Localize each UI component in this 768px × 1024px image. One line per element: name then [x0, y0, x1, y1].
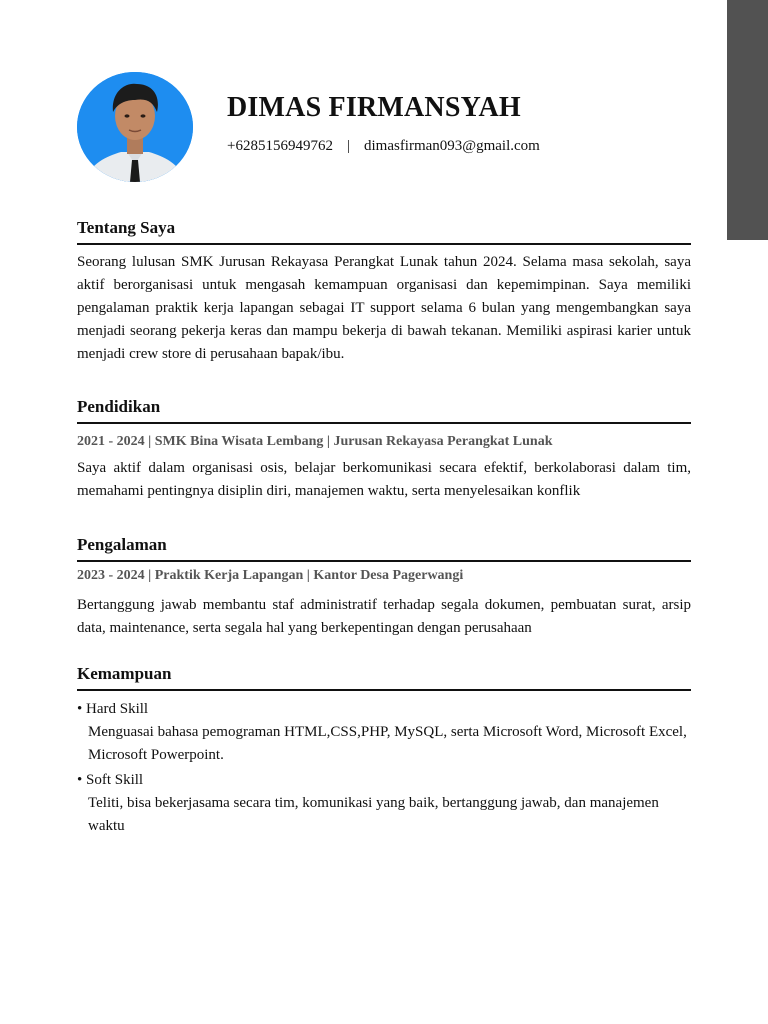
skill-text: Teliti, bisa bekerjasama secara tim, komunikasi yang baik, bertanggung jawab, dan manajemen waktu: [88, 795, 659, 834]
education-text: Saya aktif dalam organisasi osis, belajar berkomunikasi secara efektif, berkolaborasi dalam tim, memahami pentingnya disiplin diri, manajemen waktu, serta menyelesaikan konflik: [77, 460, 691, 499]
section-title-education: Pendidikan: [77, 397, 691, 424]
profile-photo: [77, 72, 193, 182]
candidate-name: DIMAS FIRMANSYAH: [227, 92, 521, 123]
skill-text: Menguasai bahasa pemograman HTML,CSS,PHP, MySQL, serta Microsoft Word, Microsoft Excel, Microsoft Powerpoint.: [88, 724, 687, 763]
education-meta: 2021 - 2024 | SMK Bina Wisata Lembang | Jurusan Rekayasa Perangkat Lunak: [77, 434, 553, 449]
phone-number: +6285156949762: [227, 138, 333, 154]
contact-line: [227, 138, 540, 155]
education-section: [77, 397, 691, 503]
scrollbar-thumb[interactable]: [727, 0, 768, 240]
section-title-experience: Pengalaman: [77, 535, 691, 562]
section-title-about: Tentang Saya: [77, 218, 691, 245]
skill-item-hard: [77, 698, 691, 767]
scrollbar[interactable]: [727, 0, 768, 1024]
section-title-skills: Kemampuan: [77, 664, 691, 691]
contact-separator: |: [346, 138, 350, 154]
email-address: dimasfirman093@gmail.com: [363, 138, 540, 154]
skills-section: [77, 664, 691, 838]
experience-meta: 2023 - 2024 | Praktik Kerja Lapangan | Kantor Desa Pagerwangi: [77, 568, 464, 583]
skill-item-soft: [77, 769, 691, 838]
about-section: [77, 218, 691, 366]
experience-text: Bertanggung jawab membantu staf administratif terhadap segala dokumen, pembuatan surat, arsip data, maintenance, serta segala hal yang berkepentingan dengan perusahaan: [77, 597, 691, 636]
skill-heading: • Hard Skill: [77, 701, 149, 717]
experience-section: [77, 535, 691, 640]
about-text: Seorang lulusan SMK Jurusan Rekayasa Perangkat Lunak tahun 2024. Selama masa sekolah, saya aktif berorganisasi untuk mengasah kemampuan organisasi dan kepemimpinan. Saya memiliki pengalaman praktik kerja lapangan sebagai IT support selama 6 bulan yang mengembangkan saya menjadi seorang pekerja keras dan mampu bekerja di bawah tekanan. Memiliki aspirasi karier untuk menjadi crew store di perusahaan bapak/ibu.: [77, 254, 691, 362]
skill-heading: • Soft Skill: [77, 772, 144, 788]
